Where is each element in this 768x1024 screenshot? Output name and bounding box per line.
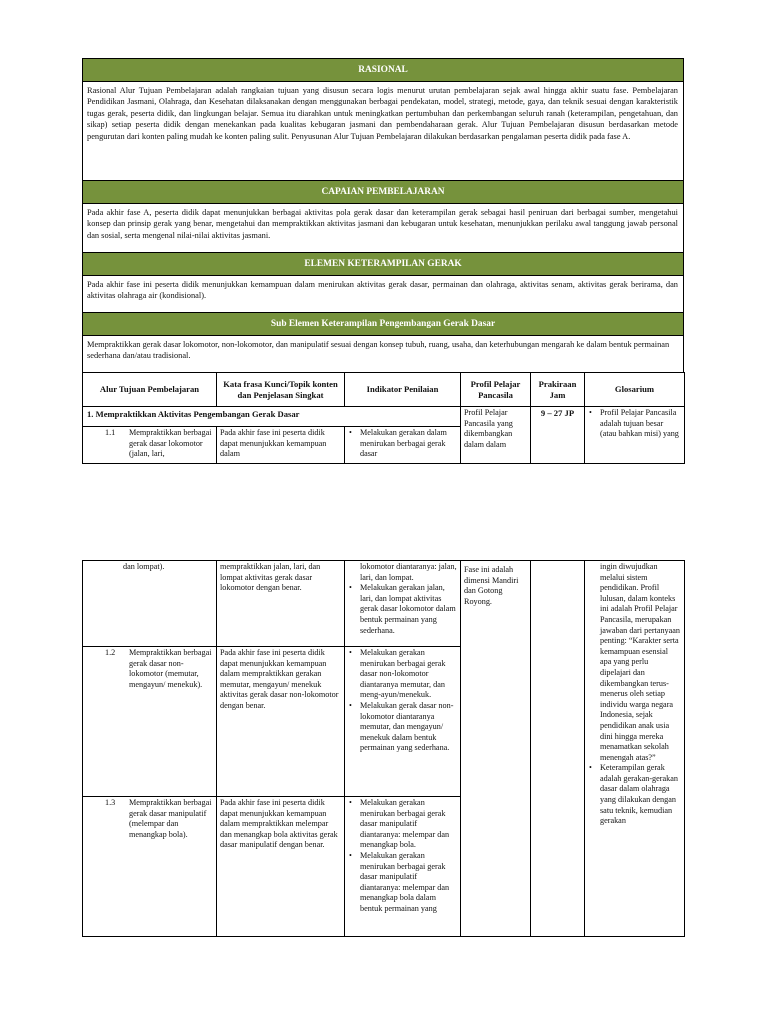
atp-1-1-bottom: dan lompat). <box>83 561 217 647</box>
header-atp: Alur Tujuan Pembelajaran <box>83 373 217 407</box>
capaian-text: Pada akhir fase A, peserta didik dapat menunjukkan berbagai aktivitas pola gerak dasar dan keterampilan gerak sebagai hasil peniruan dari berbagai sumber, mengetahui konsep dan prinsip gerak yang benar, mengetahui dan mempraktikkan aktivitas jasmani dan kebugaran untuk kesehatan, menunjukkan perilaku awal tanggung jawab personal dan sosial, serta mengenal nilai-nilai aktivitas jasmani. <box>83 204 684 253</box>
glosarium-item-keterampilan: • Keterampilan gerak adalah gerakan-gerakan dasar dalam olahraga yang dilakukan dengan satu teknik, kemudian gerakan <box>588 763 681 827</box>
header-indikator: Indikator Penilaian <box>345 373 461 407</box>
glosarium-item-profil: • Profil Pelajar Pancasila adalah tujuan besar (atau bahkan misi) yang <box>588 408 681 460</box>
atp-table-top <box>82 372 685 464</box>
indikator-1-2 <box>345 647 461 797</box>
sub-elemen-text: Mempraktikkan gerak dasar lokomotor, non-lokomotor, dan manipulatif sesuai dengan konsep tubuh, ruang, usaha, dan keterhubungan mengarah ke dalam bentuk permainan sederhana dan/atau tradisional. <box>83 336 684 373</box>
kata-1-1-top <box>217 427 345 464</box>
header-jam: Prakiraan Jam <box>531 373 585 407</box>
indikator-1-1-top <box>345 427 461 464</box>
kata-1-1-bottom: mempraktikkan jalan, lari, dan lompat aktivitas gerak dasar lokomotor dengan benar. <box>217 561 345 647</box>
header-profil: Profil Pelajar Pancasila <box>461 373 531 407</box>
elemen-text: Pada akhir fase ini peserta didik menunjukkan kemampuan dalam menirukan aktivitas gerak dasar, permainan dan olahraga, aktivitas senam, aktivitas gerak berirama, dan aktivitas olahraga air (kondisional). <box>83 276 684 313</box>
indikator-1-3-item-2: • Melakukan gerakan menirukan berbagai gerak dasar manipulatif diantaranya: melempar dan menangkap bola dalam bentuk permainan yang <box>348 851 457 915</box>
kata-1-1-text-top: Pada akhir fase ini peserta didik dapat menunjukkan kemampuan dalam <box>220 428 327 459</box>
atp-1-3 <box>83 797 217 937</box>
indikator-1-1-item-2: • Melakukan gerakan jalan, lari, dan lompat aktivitas gerak dasar lokomotor dalam bentuk permainan yang sederhana. <box>348 583 457 636</box>
indikator-1-1-bottom <box>345 561 461 647</box>
page-bottom-section <box>82 560 684 937</box>
atp-1-2 <box>83 647 217 797</box>
sub-elemen-heading: Sub Elemen Keterampilan Pengembangan Gerak Dasar <box>83 313 684 336</box>
indikator-1-1-item-top: • Melakukan gerakan dalam menirukan berbagai gerak dasar <box>348 428 457 460</box>
jam-cell: 9 – 27 JP <box>531 407 585 464</box>
rasional-text: Rasional Alur Tujuan Pembelajaran adalah rangkaian tujuan yang disusun secara logis menurut urutan pembelajaran sejak awal hingga akhir suatu fase. Pembelajaran Pendidikan Jasmani, Olahraga, dan Kesehatan dilaksanakan dengan menggunakan berbagai pendekatan, model, strategi, metode, gaya, dan teknik sesuai dengan karakteristik tugas gerak, peserta didik, dan lingkungan belajar. Semua itu diarahkan untuk meningkatkan pertumbuhan dan perkembangan seluruh ranah (keterampilan, pengetahuan, dan sikap) setiap peserta didik dengan menekankan pada kualitas kebugaran jasmani dan pembendaharaan gerak. Alur Tujuan Pembelajaran disusun berdasarkan metode pengurutan dari konten paling mudah ke konten paling sulit. Penyusunan Alur Tujuan Pembelajaran dilakukan berdasarkan pengalaman peserta didik pada fase A. <box>83 82 684 181</box>
glosarium-profil-continued: ingin diwujudkan melalui sistem pendidikan. Profil lulusan, dalam konteks ini adalah Profil Pelajar Pancasila, merupakan jawaban dari pertanyaan penting: “Karakter serta kemampuan esensial apa yang perlu dipelajari dan dikembangkan terus-menerus oleh setiap individu warga negara Indonesia, sejak pendidikan anak usia dini hingga mereka menamatkan sekolah menengah atas?” <box>600 562 681 762</box>
header-kata: Kata frasa Kunci/Topik konten dan Penjelasan Singkat <box>217 373 345 407</box>
rasional-table <box>82 58 684 373</box>
section-title: 1. Mempraktikkan Aktivitas Pengembangan Gerak Dasar <box>83 407 461 427</box>
jam-cell-bottom <box>531 561 585 937</box>
atp-1-1-text-top: Mempraktikkan berbagai gerak dasar lokomotor (jalan, lari, <box>129 428 212 459</box>
atp-1-3-text: Mempraktikkan berbagai gerak dasar manipulatif (melempar dan menangkap bola). <box>129 798 212 839</box>
kata-1-3: Pada akhir fase ini peserta didik dapat menunjukkan kemampuan dalam mempraktikkan melempar dan menangkap bola aktivitas gerak dasar manipulatif dengan benar. <box>217 797 345 937</box>
profil-text-top: Profil Pelajar Pancasila yang dikembangkan dalam dalam <box>464 408 513 449</box>
atp-1-2-number: 1.2 <box>105 648 116 657</box>
header-glosarium: Glosarium <box>585 373 685 407</box>
profil-cell-top <box>461 407 531 464</box>
indikator-1-2-item-1: • Melakukan gerakan menirukan berbagai gerak dasar non-lokomotor diantaranya memutar, dan meng-ayun/menekuk. <box>348 648 457 701</box>
indikator-1-3-item-1: • Melakukan gerakan menirukan berbagai gerak dasar manipulatif diantaranya: melempar dan menangkap bola. <box>348 798 457 851</box>
kata-1-2: Pada akhir fase ini peserta didik dapat menunjukkan kemampuan dalam mempraktikkan gerakan memutar, mengayun/ menekuk aktivitas gerak dasar non-lokomotor dengan benar. <box>217 647 345 797</box>
atp-1-3-number: 1.3 <box>105 798 116 807</box>
profil-cell-bottom: Fase ini adalah dimensi Mandiri dan Gotong Royong. <box>461 561 531 937</box>
atp-1-1-top <box>83 427 217 464</box>
page-top-section <box>82 58 684 464</box>
indikator-1-1-continued: lokomotor diantaranya: jalan, lari, dan lompat. <box>360 562 457 582</box>
atp-1-1-number: 1.1 <box>105 428 116 437</box>
elemen-heading: ELEMEN KETERAMPILAN GERAK <box>83 253 684 276</box>
glosarium-cell-bottom <box>585 561 685 937</box>
indikator-1-3 <box>345 797 461 937</box>
capaian-heading: CAPAIAN PEMBELAJARAN <box>83 181 684 204</box>
indikator-1-2-item-2: • Melakukan gerak dasar non-lokomotor diantaranya memutar, dan mengayun/ menekuk dalam bentuk permainan yang sederhana. <box>348 701 457 754</box>
atp-table-bottom <box>82 560 685 937</box>
glosarium-cell-top <box>585 407 685 464</box>
rasional-heading: RASIONAL <box>83 59 684 82</box>
atp-1-2-text: Mempraktikkan berbagai gerak dasar non-lokomotor (memutar, mengayun/ menekuk). <box>129 648 212 689</box>
